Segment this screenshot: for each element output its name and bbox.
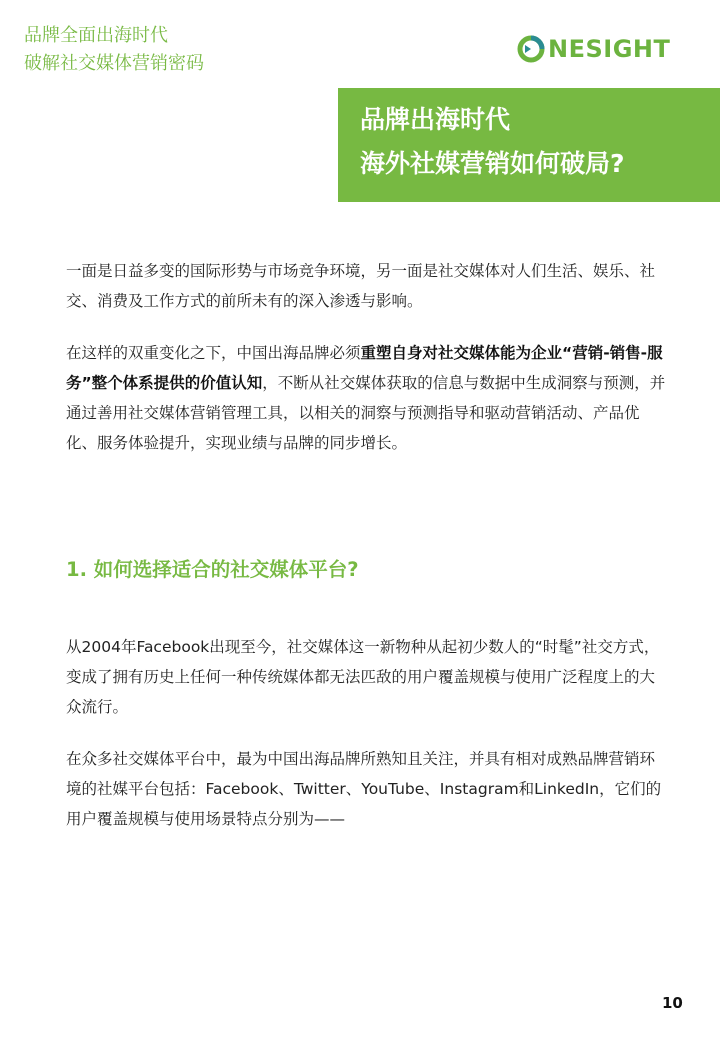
intro-p2-bold: 重塑自身对社交媒体能为企业“营销-销售-服务”整个体系提供的价值认知 [66,344,663,392]
title-line-2: 海外社媒营销如何破局? [360,149,625,178]
logo-text: NESIGHT [548,35,671,63]
page-number: 10 [662,994,683,1012]
onesight-logo [516,34,670,64]
intro-paragraph-2 [66,338,666,458]
tagline-line-2: 破解社交媒体营销密码 [24,53,204,74]
logo-o-icon [516,34,546,64]
title-line-1: 品牌出海时代 [360,105,511,134]
title-box [338,88,720,202]
intro-p2-before: 在这样的双重变化之下，中国出海品牌必须 [66,344,361,362]
intro-paragraph-1: 一面是日益多变的国际形势与市场竞争环境，另一面是社交媒体对人们生活、娱乐、社交、消费及工作方式的前所未有的深入渗透与影响。 [66,262,656,310]
section-1-heading: 1. 如何选择适合的社交媒体平台? [66,558,359,581]
section-1-paragraph-1: 从2004年Facebook出现至今，社交媒体这一新物种从起初少数人的“时髦”社交方式，变成了拥有历史上任何一种传统媒体都无法匹敌的用户覆盖规模与使用广泛程度上的大众流行。 [66,638,660,716]
section-1-paragraph-2: 在众多社交媒体平台中，最为中国出海品牌所熟知且关注，并具有相对成熟品牌营销环境的社媒平台包括：Facebook、Twitter、YouTube、Instagram和LinkedIn，它们的用户覆盖规模与使用场景特点分别为—— [66,750,662,828]
header-tagline [24,22,204,78]
tagline-line-1: 品牌全面出海时代 [24,25,168,46]
intro-p2-after: ，不断从社交媒体获取的信息与数据中生成洞察与预测，并通过善用社交媒体营销管理工具，以相关的洞察与预测指导和驱动营销活动、产品优化、服务体验提升，实现业绩与品牌的同步增长。 [66,374,666,452]
